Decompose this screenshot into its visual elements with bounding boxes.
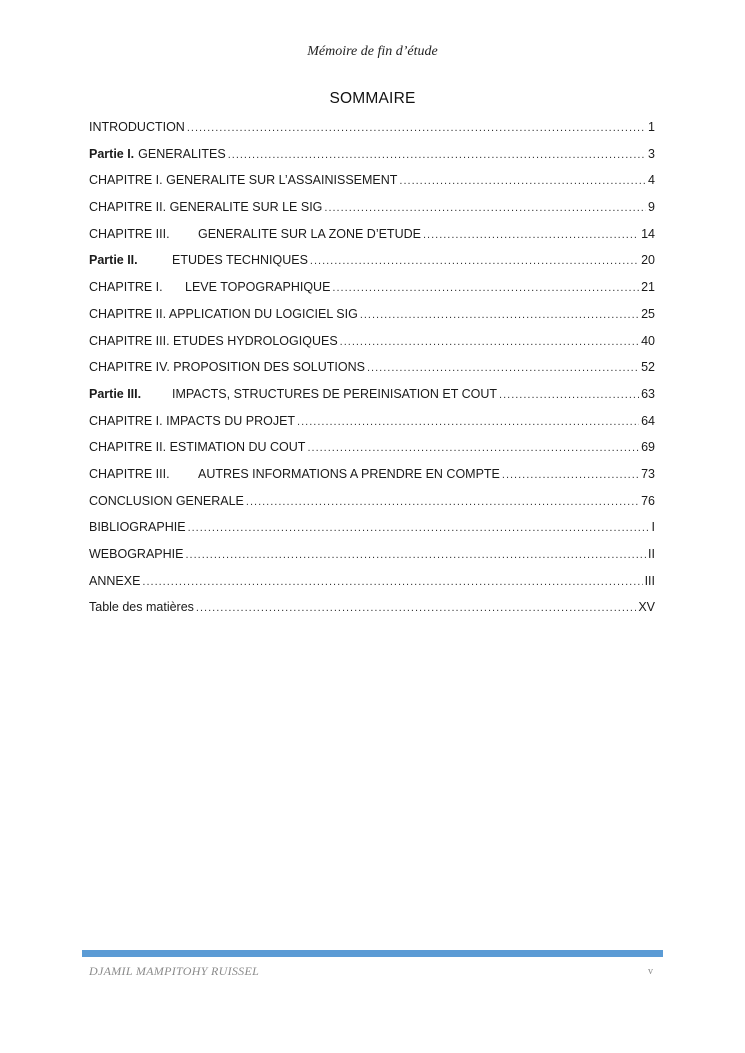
toc-entry-label — [89, 466, 500, 483]
toc-entry-webographie[interactable] — [89, 546, 655, 573]
toc-entry-prefix: CHAPITRE I. — [89, 280, 163, 295]
toc-page-number: 25 — [641, 306, 655, 321]
toc-entry-text: CHAPITRE I. GENERALITE SUR L’ASSAINISSEMENT — [89, 173, 398, 188]
dot-leader — [246, 494, 639, 511]
toc-entry-text: CHAPITRE III. ETUDES HYDROLOGIQUES — [89, 333, 338, 348]
toc-entry-text: BIBLIOGRAPHIE — [89, 520, 186, 535]
toc-entry-chapitre-3-zone-etude[interactable] — [89, 226, 655, 253]
footer-divider — [82, 950, 663, 957]
toc-entry-label — [89, 146, 226, 163]
dot-leader — [297, 414, 639, 431]
toc-entry-text: WEBOGRAPHIE — [89, 547, 184, 561]
toc-entry-partie-3[interactable] — [89, 386, 655, 413]
toc-title: SOMMAIRE — [329, 90, 416, 107]
toc-entry-label — [89, 199, 322, 216]
toc-entry-prefix: Partie I. — [89, 146, 135, 161]
dot-leader — [196, 600, 636, 617]
toc-entry-text: CHAPITRE II. GENERALITE SUR LE SIG — [89, 200, 323, 215]
toc-page-number: 20 — [641, 253, 655, 268]
toc-entry-prefix: Partie II. — [89, 253, 138, 268]
toc-entry-label — [89, 546, 183, 563]
toc-page-number: 64 — [641, 413, 655, 428]
toc-entry-label — [89, 493, 244, 510]
dot-leader — [307, 440, 639, 457]
toc-entry-chapitre-1-leve-topo[interactable] — [89, 279, 655, 306]
footer-page-number: v — [648, 966, 653, 977]
toc-entry-partie-1[interactable] — [89, 146, 655, 173]
dot-leader — [367, 360, 639, 377]
dot-leader — [502, 467, 639, 484]
dot-leader — [142, 574, 642, 591]
toc-entry-label — [89, 413, 295, 430]
toc-page-number: 76 — [641, 493, 655, 508]
toc-page-number: XV — [638, 600, 655, 615]
toc-entry-label — [89, 573, 140, 590]
toc-entry-text: INTRODUCTION — [89, 120, 185, 134]
dot-leader — [332, 280, 639, 297]
toc-page-number: 69 — [641, 440, 655, 455]
toc-entry-label — [89, 359, 365, 376]
toc-page-number: 14 — [641, 226, 655, 241]
toc-entry-chapitre-3-autres-informations[interactable] — [89, 466, 655, 493]
toc-page-number: 63 — [641, 386, 655, 401]
toc-entry-label — [89, 599, 194, 616]
toc-entry-text: CHAPITRE II. APPLICATION DU LOGICIEL SIG — [89, 306, 358, 321]
dot-leader — [423, 227, 639, 244]
running-header: Mémoire de fin d’étude — [307, 44, 438, 59]
toc-entry-label — [89, 226, 421, 243]
toc-page-number: III — [644, 573, 655, 588]
toc-entry-table-des-matieres[interactable] — [89, 599, 655, 626]
toc-entry-text: CHAPITRE I. IMPACTS DU PROJET — [89, 413, 296, 428]
toc-entry-chapitre-4-solutions[interactable] — [89, 359, 655, 386]
toc-entry-label — [89, 519, 186, 536]
toc-entry-text: ANNEXE — [89, 573, 141, 588]
toc-page-number: 52 — [641, 360, 655, 375]
dot-leader — [185, 547, 646, 564]
dot-leader — [399, 173, 646, 190]
toc-entry-introduction[interactable] — [89, 119, 655, 146]
toc-entry-label — [89, 172, 397, 189]
toc-entry-text: AUTRES INFORMATIONS A PRENDRE EN COMPTE — [198, 466, 500, 481]
toc-entry-text: GENERALITES — [138, 146, 226, 161]
toc-page-number: I — [651, 520, 655, 535]
dot-leader — [360, 307, 639, 324]
toc-entry-label — [89, 279, 330, 296]
toc-entry-label — [89, 333, 338, 350]
dot-leader — [228, 147, 646, 164]
toc-entry-chapitre-1-assainissement[interactable] — [89, 172, 655, 199]
toc-entry-text: CONCLUSION GENERALE — [89, 493, 244, 508]
toc-entry-chapitre-2-estimation[interactable] — [89, 439, 655, 466]
toc-entry-label — [89, 119, 185, 136]
toc-page-number: 1 — [648, 120, 655, 134]
toc-entry-prefix: Partie III. — [89, 386, 142, 401]
toc-entry-chapitre-3-hydrologiques[interactable] — [89, 333, 655, 360]
toc-entry-label — [89, 439, 305, 456]
dot-leader — [499, 387, 639, 404]
toc-entry-chapitre-2-sig[interactable] — [89, 199, 655, 226]
footer-author: DJAMIL MAMPITOHY RUISSEL — [89, 964, 260, 978]
toc-page-number: 73 — [641, 466, 655, 481]
toc-entry-annexe[interactable] — [89, 573, 655, 600]
toc-page-number: 3 — [648, 146, 655, 161]
toc-entry-partie-2[interactable] — [89, 252, 655, 279]
dot-leader — [188, 520, 650, 537]
toc-entry-label — [89, 386, 497, 403]
dot-leader — [310, 253, 639, 270]
toc-entry-conclusion[interactable] — [89, 493, 655, 520]
toc-page-number: II — [648, 547, 655, 561]
toc-entry-text: IMPACTS, STRUCTURES DE PEREINISATION ET COUT — [172, 386, 498, 401]
toc-page-number: 40 — [641, 333, 655, 348]
dot-leader — [324, 200, 646, 217]
table-of-contents — [89, 119, 655, 626]
toc-page-number: 4 — [648, 173, 655, 188]
toc-entry-text: GENERALITE SUR LA ZONE D’ETUDE — [198, 226, 421, 241]
toc-entry-bibliographie[interactable] — [89, 519, 655, 546]
toc-entry-text: ETUDES TECHNIQUES — [172, 253, 308, 268]
dot-leader — [340, 334, 639, 351]
toc-entry-text: Table des matières — [89, 600, 194, 615]
dot-leader — [187, 120, 646, 137]
toc-entry-label — [89, 252, 308, 269]
toc-entry-prefix: CHAPITRE III. — [89, 466, 170, 481]
toc-entry-text: CHAPITRE IV. PROPOSITION DES SOLUTIONS — [89, 360, 365, 375]
toc-entry-chapitre-1-impacts[interactable] — [89, 413, 655, 440]
toc-entry-text: CHAPITRE II. ESTIMATION DU COUT — [89, 440, 306, 455]
toc-page-number: 9 — [648, 200, 655, 215]
toc-entry-prefix: CHAPITRE III. — [89, 226, 170, 241]
toc-entry-label — [89, 306, 358, 323]
toc-entry-text: LEVE TOPOGRAPHIQUE — [185, 280, 331, 295]
toc-entry-chapitre-2-logiciel-sig[interactable] — [89, 306, 655, 333]
toc-page-number: 21 — [641, 280, 655, 295]
